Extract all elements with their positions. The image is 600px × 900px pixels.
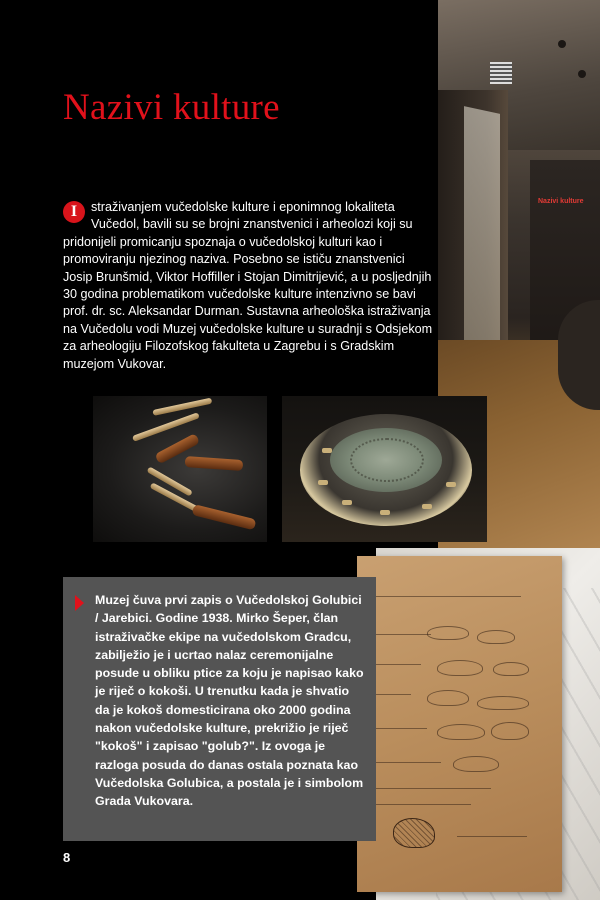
pottery-sketch (437, 724, 485, 740)
pottery-shard (318, 480, 328, 485)
ceiling-vent (490, 62, 512, 84)
pottery-sketch (427, 690, 469, 706)
museum-display-case (464, 106, 500, 364)
excavation-tools-photo (93, 396, 267, 542)
pottery-sketch (437, 660, 483, 676)
trowel-blade (152, 398, 212, 416)
museum-wall-sign: Nazivi kulture (538, 198, 584, 205)
pottery-sketch (477, 696, 529, 710)
display-center (330, 428, 442, 492)
ceiling-spotlight (578, 70, 586, 78)
pottery-sketch (491, 722, 529, 740)
handwriting (371, 728, 427, 729)
handwriting (371, 634, 431, 635)
handwriting (371, 762, 441, 763)
handwriting (371, 694, 411, 695)
pottery-sketch (453, 756, 499, 772)
page-number: 8 (63, 850, 71, 865)
trowel-handle (185, 456, 244, 471)
pottery-shard (380, 510, 390, 515)
intro-paragraph (63, 199, 435, 373)
pottery-sketch (493, 662, 529, 676)
trowel-handle (192, 504, 257, 530)
pottery-shard (342, 500, 352, 505)
bird-vessel-sketch (393, 818, 435, 848)
handwriting (371, 596, 521, 597)
dropcap: I (63, 201, 85, 223)
handwriting (457, 836, 527, 837)
pottery-sketch (477, 630, 515, 644)
pottery-shard (446, 482, 456, 487)
handwriting (371, 664, 421, 665)
arrow-icon (75, 595, 84, 611)
pottery-sketch (427, 626, 469, 640)
ceiling-spotlight (558, 40, 566, 48)
circular-display-photo (282, 396, 487, 542)
pottery-shard (422, 504, 432, 509)
field-notebook-photo (357, 556, 562, 892)
intro-text: straživanjem vučedolske kulture i eponimnog lokaliteta Vučedol, bavili su se brojni znanstvenici i arheolozi koji su pridonijeli promicanju spoznaja o vučedolskoj kulturi kao i promoviranju njezinog naziva. Posebno se ističu znanstvenici Josip Brunšmid, Viktor Hoffiller i Stojan Dimitrijević, a u posljednjih 30 godina problematikom vučedolske kulture intenzivno se bavi prof. dr. sc. Aleksandar Durman. Sustavna arheološka istraživanja na Vučedolu vodi Muzej vučedolske kulture u suradnji s Odsjekom za arheologiju Filozofskog fakulteta u Zagrebu i s Gradskim muzejom Vukovar. (63, 200, 433, 371)
pottery-shard (322, 448, 332, 453)
info-text: Muzej čuva prvi zapis o Vučedolskoj Golubici / Jarebici. Godine 1938. Mirko Šeper, član istraživačke ekipe na vučedolskom Gradcu, zabilježio je i ucrtao nalaz ceremonijalne posude u obliku ptice za koju je napisao kako je riječ o kokoši. U trenutku kada je shvatio da je kokoš domesticirana oko 2000 godina nakon vučedolske kulture, prekrižio je riječ "kokoš" i zapisao "golub?". Iz ovoga je razloga posuda do danas ostala poznata kao Vučedolska Golubica, a postala je i simbolom Grada Vukovara. (95, 593, 364, 809)
handwriting (371, 788, 491, 789)
handwriting (371, 804, 471, 805)
page-title: Nazivi kulture (63, 87, 280, 128)
